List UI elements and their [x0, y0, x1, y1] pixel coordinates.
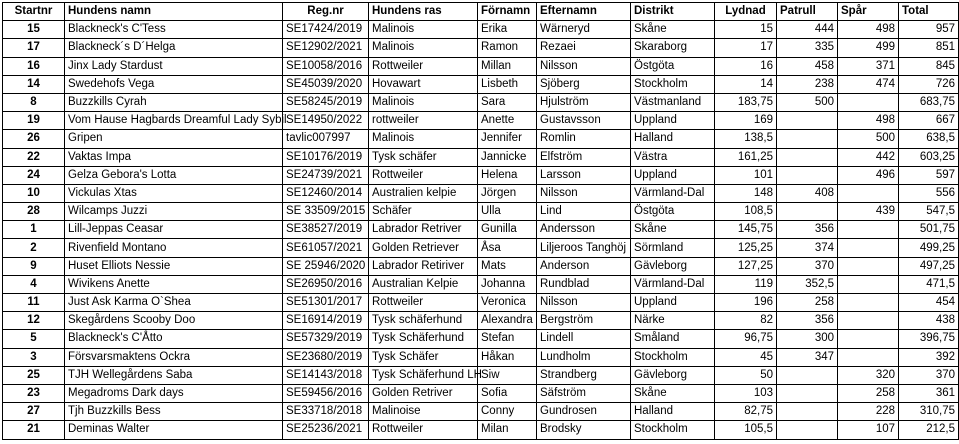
cell-district: Värmland-Dal: [631, 275, 715, 293]
cell-district: Halland: [631, 403, 715, 421]
cell-name: Vom Hause Hagbards Dreamful Lady Sybil: [65, 112, 283, 130]
cell-breed: Rottweiler: [369, 421, 478, 439]
cell-lydnad: 15: [715, 21, 777, 39]
cell-breed: Hovawart: [369, 75, 478, 93]
cell-startnr: 25: [3, 366, 65, 384]
cell-spar: 320: [838, 366, 899, 384]
cell-breed: Malinoise: [369, 403, 478, 421]
cell-total: 212,5: [899, 421, 959, 439]
cell-regnr: SE23680/2019: [283, 348, 369, 366]
cell-lastname: Rezaei: [537, 39, 631, 57]
cell-lydnad: 17: [715, 39, 777, 57]
table-row: [3, 130, 959, 148]
cell-total: 603,25: [899, 148, 959, 166]
cell-patrull: 356: [777, 221, 838, 239]
cell-lydnad: 196: [715, 294, 777, 312]
cell-startnr: 11: [3, 294, 65, 312]
cell-regnr: SE33718/2018: [283, 403, 369, 421]
cell-breed: Schäfer: [369, 203, 478, 221]
cell-patrull: [777, 112, 838, 130]
cell-spar: [838, 239, 899, 257]
cell-regnr: SE14143/2018: [283, 366, 369, 384]
cell-breed: Golden Retriver: [369, 384, 478, 402]
cell-lydnad: 101: [715, 166, 777, 184]
cell-patrull: 408: [777, 184, 838, 202]
cell-spar: 500: [838, 130, 899, 148]
table-row: [3, 366, 959, 384]
cell-regnr: SE59456/2016: [283, 384, 369, 402]
cell-name: Lill-Jeppas Ceasar: [65, 221, 283, 239]
cell-breed: Rottweiler: [369, 57, 478, 75]
table-row: [3, 312, 959, 330]
cell-lydnad: 105,5: [715, 421, 777, 439]
cell-regnr: SE 33509/2015: [283, 203, 369, 221]
cell-patrull: 238: [777, 75, 838, 93]
cell-spar: 258: [838, 384, 899, 402]
cell-startnr: 9: [3, 257, 65, 275]
cell-startnr: 1: [3, 221, 65, 239]
cell-breed: Labrador Retriver: [369, 221, 478, 239]
table-row: [3, 21, 959, 39]
cell-name: Megadroms Dark days: [65, 384, 283, 402]
cell-breed: Rottweiler: [369, 166, 478, 184]
cell-total: 851: [899, 39, 959, 57]
cell-lastname: Gustavsson: [537, 112, 631, 130]
cell-lastname: Nilsson: [537, 294, 631, 312]
cell-regnr: SE45039/2020: [283, 75, 369, 93]
cell-district: Närke: [631, 312, 715, 330]
cell-lastname: Romlin: [537, 130, 631, 148]
cell-name: Tjh Buzzkills Bess: [65, 403, 283, 421]
cell-regnr: SE57329/2019: [283, 330, 369, 348]
cell-breed: Rottweiler: [369, 294, 478, 312]
column-header-regnr: Reg.nr: [283, 3, 369, 21]
cell-lastname: Strandberg: [537, 366, 631, 384]
cell-name: Vaktas Impa: [65, 148, 283, 166]
column-header-spar: Spår: [838, 3, 899, 21]
cell-total: 726: [899, 75, 959, 93]
cell-district: Småland: [631, 330, 715, 348]
cell-firstname: Ramon: [478, 39, 537, 57]
cell-spar: 439: [838, 203, 899, 221]
cell-firstname: Jörgen: [478, 184, 537, 202]
cell-district: Skaraborg: [631, 39, 715, 57]
cell-name: Just Ask Karma O`Shea: [65, 294, 283, 312]
cell-startnr: 22: [3, 148, 65, 166]
cell-lydnad: 125,25: [715, 239, 777, 257]
cell-breed: Tysk schäfer: [369, 148, 478, 166]
cell-breed: Tysk schäferhund: [369, 312, 478, 330]
cell-district: Skåne: [631, 21, 715, 39]
cell-district: Uppland: [631, 294, 715, 312]
cell-regnr: SE51301/2017: [283, 294, 369, 312]
column-header-district: Distrikt: [631, 3, 715, 21]
cell-startnr: 15: [3, 21, 65, 39]
cell-total: 597: [899, 166, 959, 184]
column-header-lastname: Efternamn: [537, 3, 631, 21]
table-row: [3, 93, 959, 111]
cell-lastname: Nilsson: [537, 57, 631, 75]
cell-spar: 442: [838, 148, 899, 166]
cell-lydnad: 14: [715, 75, 777, 93]
cell-name: Blackneck's C'Åtto: [65, 330, 283, 348]
cell-patrull: [777, 166, 838, 184]
cell-total: 438: [899, 312, 959, 330]
cell-firstname: Johanna: [478, 275, 537, 293]
table-body: [3, 21, 959, 439]
cell-lydnad: 45: [715, 348, 777, 366]
cell-regnr: SE17424/2019: [283, 21, 369, 39]
cell-name: Blackneck's C'Tess: [65, 21, 283, 39]
cell-total: 845: [899, 57, 959, 75]
cell-lydnad: 148: [715, 184, 777, 202]
cell-breed: Malinois: [369, 39, 478, 57]
cell-regnr: SE 25946/2020: [283, 257, 369, 275]
cell-spar: [838, 348, 899, 366]
column-header-total: Total: [899, 3, 959, 21]
cell-spar: 498: [838, 21, 899, 39]
cell-lydnad: 161,25: [715, 148, 777, 166]
cell-firstname: Lisbeth: [478, 75, 537, 93]
cell-startnr: 5: [3, 330, 65, 348]
cell-firstname: Sofia: [478, 384, 537, 402]
cell-patrull: 258: [777, 294, 838, 312]
cell-name: Swedehofs Vega: [65, 75, 283, 93]
cell-name: Gripen: [65, 130, 283, 148]
cell-name: Blackneck´s D´Helga: [65, 39, 283, 57]
cell-lydnad: 119: [715, 275, 777, 293]
cell-breed: Malinois: [369, 93, 478, 111]
cell-regnr: SE12902/2021: [283, 39, 369, 57]
cell-lastname: Säfström: [537, 384, 631, 402]
column-header-firstname: Förnamn: [478, 3, 537, 21]
cell-spar: [838, 184, 899, 202]
cell-firstname: Conny: [478, 403, 537, 421]
cell-breed: Tysk Schäferhund LH: [369, 366, 478, 384]
column-header-startnr: Startnr: [3, 3, 65, 21]
cell-patrull: 444: [777, 21, 838, 39]
cell-firstname: Millan: [478, 57, 537, 75]
cell-name: Rivenfield Montano: [65, 239, 283, 257]
cell-district: Halland: [631, 130, 715, 148]
cell-lydnad: 108,5: [715, 203, 777, 221]
cell-lastname: Lind: [537, 203, 631, 221]
cell-district: Skåne: [631, 384, 715, 402]
cell-district: Stockholm: [631, 75, 715, 93]
cell-startnr: 14: [3, 75, 65, 93]
cell-patrull: [777, 403, 838, 421]
column-header-lydnad: Lydnad: [715, 3, 777, 21]
cell-spar: [838, 330, 899, 348]
cell-lastname: Andersson: [537, 221, 631, 239]
table-row: [3, 184, 959, 202]
cell-name: Försvarsmaktens Ockra: [65, 348, 283, 366]
cell-startnr: 17: [3, 39, 65, 57]
cell-spar: 228: [838, 403, 899, 421]
cell-breed: Golden Retriever: [369, 239, 478, 257]
cell-startnr: 24: [3, 166, 65, 184]
cell-startnr: 10: [3, 184, 65, 202]
cell-patrull: [777, 148, 838, 166]
table-row: [3, 57, 959, 75]
cell-regnr: SE25236/2021: [283, 421, 369, 439]
cell-breed: Tysk Schäfer: [369, 348, 478, 366]
cell-patrull: [777, 130, 838, 148]
cell-total: 667: [899, 112, 959, 130]
cell-spar: 371: [838, 57, 899, 75]
cell-breed: Labrador Retiriver: [369, 257, 478, 275]
cell-spar: 498: [838, 112, 899, 130]
cell-lastname: Gundrosen: [537, 403, 631, 421]
cell-lastname: Elfström: [537, 148, 631, 166]
cell-name: Gelza Gebora's Lotta: [65, 166, 283, 184]
cell-lastname: Larsson: [537, 166, 631, 184]
cell-firstname: Sara: [478, 93, 537, 111]
cell-lastname: Hjulström: [537, 93, 631, 111]
cell-startnr: 26: [3, 130, 65, 148]
cell-firstname: Veronica: [478, 294, 537, 312]
cell-firstname: Stefan: [478, 330, 537, 348]
cell-startnr: 27: [3, 403, 65, 421]
cell-lastname: Rundblad: [537, 275, 631, 293]
cell-spar: [838, 93, 899, 111]
cell-district: Värmland-Dal: [631, 184, 715, 202]
cell-startnr: 8: [3, 93, 65, 111]
table-row: [3, 221, 959, 239]
cell-firstname: Jennifer: [478, 130, 537, 148]
table-row: [3, 384, 959, 402]
cell-startnr: 21: [3, 421, 65, 439]
cell-breed: Malinois: [369, 130, 478, 148]
cell-name: Jinx Lady Stardust: [65, 57, 283, 75]
cell-regnr: SE58245/2019: [283, 93, 369, 111]
cell-name: Wilcamps Juzzi: [65, 203, 283, 221]
cell-regnr: SE14950/2022: [283, 112, 369, 130]
table-row: [3, 239, 959, 257]
cell-total: 499,25: [899, 239, 959, 257]
cell-district: Stockholm: [631, 421, 715, 439]
cell-patrull: [777, 384, 838, 402]
cell-spar: 474: [838, 75, 899, 93]
table-row: [3, 421, 959, 439]
cell-lastname: Anderson: [537, 257, 631, 275]
cell-patrull: 500: [777, 93, 838, 111]
cell-name: Vickulas Xtas: [65, 184, 283, 202]
cell-lydnad: 183,75: [715, 93, 777, 111]
cell-regnr: SE26950/2016: [283, 275, 369, 293]
cell-regnr: SE24739/2021: [283, 166, 369, 184]
cell-total: 396,75: [899, 330, 959, 348]
cell-startnr: 4: [3, 275, 65, 293]
cell-total: 310,75: [899, 403, 959, 421]
cell-name: Huset Elliots Nessie: [65, 257, 283, 275]
cell-total: 957: [899, 21, 959, 39]
cell-patrull: 356: [777, 312, 838, 330]
cell-total: 392: [899, 348, 959, 366]
cell-startnr: 28: [3, 203, 65, 221]
cell-lydnad: 50: [715, 366, 777, 384]
table-row: [3, 75, 959, 93]
cell-total: 370: [899, 366, 959, 384]
cell-district: Stockholm: [631, 348, 715, 366]
table-row: [3, 203, 959, 221]
cell-total: 683,75: [899, 93, 959, 111]
cell-patrull: 347: [777, 348, 838, 366]
cell-lastname: Wärneryd: [537, 21, 631, 39]
cell-breed: Tysk Schäferhund: [369, 330, 478, 348]
cell-lastname: Lundholm: [537, 348, 631, 366]
cell-name: Buzzkills Cyrah: [65, 93, 283, 111]
cell-firstname: Jannicke: [478, 148, 537, 166]
cell-lydnad: 145,75: [715, 221, 777, 239]
table-row: [3, 294, 959, 312]
cell-total: 501,75: [899, 221, 959, 239]
cell-total: 361: [899, 384, 959, 402]
cell-firstname: Siw: [478, 366, 537, 384]
cell-startnr: 19: [3, 112, 65, 130]
cell-lastname: Liljeroos Tanghöj: [537, 239, 631, 257]
cell-breed: Malinois: [369, 21, 478, 39]
cell-district: Västra: [631, 148, 715, 166]
cell-spar: 499: [838, 39, 899, 57]
cell-startnr: 23: [3, 384, 65, 402]
cell-lastname: Lindell: [537, 330, 631, 348]
cell-spar: [838, 312, 899, 330]
cell-firstname: Alexandra: [478, 312, 537, 330]
cell-patrull: 352,5: [777, 275, 838, 293]
cell-lydnad: 103: [715, 384, 777, 402]
cell-patrull: 374: [777, 239, 838, 257]
cell-name: Skegårdens Scooby Doo: [65, 312, 283, 330]
cell-spar: [838, 257, 899, 275]
table-row: [3, 257, 959, 275]
cell-regnr: SE16914/2019: [283, 312, 369, 330]
cell-firstname: Erika: [478, 21, 537, 39]
cell-spar: 107: [838, 421, 899, 439]
cell-lastname: Bergström: [537, 312, 631, 330]
cell-district: Östgöta: [631, 203, 715, 221]
cell-lydnad: 169: [715, 112, 777, 130]
cell-spar: 496: [838, 166, 899, 184]
cell-firstname: Håkan: [478, 348, 537, 366]
cell-startnr: 16: [3, 57, 65, 75]
cell-firstname: Anette: [478, 112, 537, 130]
cell-firstname: Gunilla: [478, 221, 537, 239]
cell-patrull: 458: [777, 57, 838, 75]
cell-name: Deminas Walter: [65, 421, 283, 439]
cell-lydnad: 138,5: [715, 130, 777, 148]
table-row: [3, 348, 959, 366]
cell-regnr: SE38527/2019: [283, 221, 369, 239]
cell-district: Västmanland: [631, 93, 715, 111]
cell-startnr: 3: [3, 348, 65, 366]
cell-lydnad: 82,75: [715, 403, 777, 421]
table-row: [3, 275, 959, 293]
cell-district: Skåne: [631, 221, 715, 239]
table-row: [3, 39, 959, 57]
cell-lydnad: 16: [715, 57, 777, 75]
cell-total: 547,5: [899, 203, 959, 221]
cell-name: TJH Wellegårdens Saba: [65, 366, 283, 384]
table-row: [3, 112, 959, 130]
cell-patrull: 335: [777, 39, 838, 57]
cell-patrull: [777, 421, 838, 439]
cell-patrull: 370: [777, 257, 838, 275]
table-row: [3, 403, 959, 421]
column-header-name: Hundens namn: [65, 3, 283, 21]
cell-firstname: Mats: [478, 257, 537, 275]
cell-firstname: Helena: [478, 166, 537, 184]
cell-spar: [838, 275, 899, 293]
table-row: [3, 166, 959, 184]
cell-regnr: SE10058/2016: [283, 57, 369, 75]
results-table: [2, 2, 959, 440]
cell-regnr: tavlic007997: [283, 130, 369, 148]
cell-total: 638,5: [899, 130, 959, 148]
cell-patrull: [777, 366, 838, 384]
cell-district: Östgöta: [631, 57, 715, 75]
cell-lydnad: 82: [715, 312, 777, 330]
cell-breed: Australien kelpie: [369, 184, 478, 202]
column-header-patrull: Patrull: [777, 3, 838, 21]
cell-district: Gävleborg: [631, 257, 715, 275]
cell-total: 556: [899, 184, 959, 202]
cell-total: 471,5: [899, 275, 959, 293]
cell-firstname: Ulla: [478, 203, 537, 221]
table-row: [3, 330, 959, 348]
header-row: [3, 3, 959, 21]
cell-district: Sörmland: [631, 239, 715, 257]
cell-spar: [838, 294, 899, 312]
cell-total: 454: [899, 294, 959, 312]
cell-startnr: 2: [3, 239, 65, 257]
cell-breed: Australian Kelpie: [369, 275, 478, 293]
cell-district: Uppland: [631, 112, 715, 130]
cell-regnr: SE10176/2019: [283, 148, 369, 166]
cell-regnr: SE12460/2014: [283, 184, 369, 202]
cell-patrull: 300: [777, 330, 838, 348]
cell-name: Wivikens Anette: [65, 275, 283, 293]
cell-lastname: Nilsson: [537, 184, 631, 202]
cell-firstname: Åsa: [478, 239, 537, 257]
cell-regnr: SE61057/2021: [283, 239, 369, 257]
cell-lydnad: 127,25: [715, 257, 777, 275]
cell-lydnad: 96,75: [715, 330, 777, 348]
cell-spar: [838, 221, 899, 239]
cell-district: Gävleborg: [631, 366, 715, 384]
cell-firstname: Milan: [478, 421, 537, 439]
cell-lastname: Sjöberg: [537, 75, 631, 93]
cell-breed: rottweiler: [369, 112, 478, 130]
cell-district: Uppland: [631, 166, 715, 184]
table-row: [3, 148, 959, 166]
cell-lastname: Brodsky: [537, 421, 631, 439]
column-header-breed: Hundens ras: [369, 3, 478, 21]
cell-startnr: 12: [3, 312, 65, 330]
cell-total: 497,25: [899, 257, 959, 275]
cell-patrull: [777, 203, 838, 221]
